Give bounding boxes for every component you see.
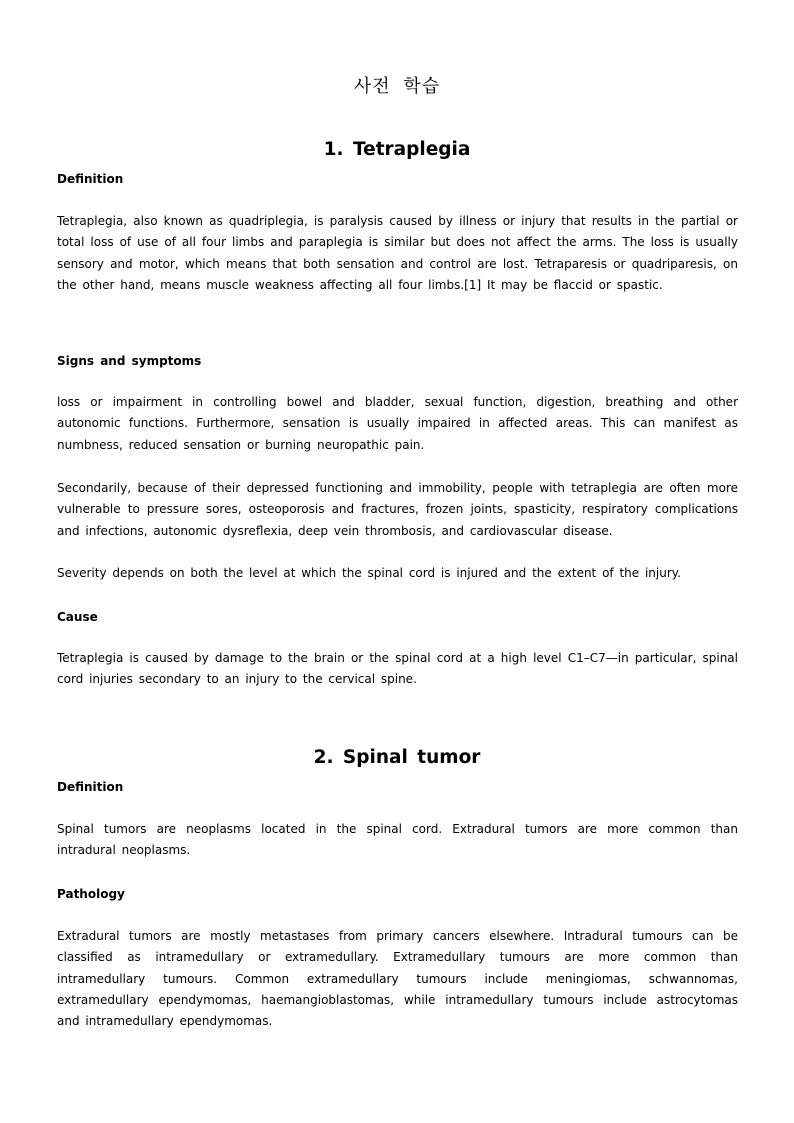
cause-heading: Cause	[57, 610, 98, 624]
signs-paragraph-2: Secondarily, because of their depressed functioning and immobility, people with tetraplegia are often more vulnerable to pressure sores, osteoporosis and fractures, frozen joints, spasticity, respiratory complications and infections, autonomic dysreflexia, deep vein thrombosis, and cardiovascular disease.	[57, 481, 738, 538]
definition-paragraph-spinal-tumor: Spinal tumors are neoplasms located in the spinal cord. Extradural tumors are more common than intradural neoplasms.	[57, 822, 738, 858]
definition-heading-tetraplegia: Definition	[57, 172, 124, 186]
signs-heading: Signs and symptoms	[57, 354, 202, 368]
section-title-tetraplegia: 1. Tetraplegia	[323, 139, 471, 160]
pathology-paragraph: Extradural tumors are mostly metastases from primary cancers elsewhere. Intradural tumours can be classified as intramedullary or extramedullary. Extramedullary tumours are more common than intramedullary tumours. Common extramedullary tumours include meningiomas, schwannomas, extramedullary ependymomas, haemangioblastomas, while intramedullary tumours include astrocytomas and intramedullary ependymomas.	[57, 929, 738, 1029]
pathology-heading: Pathology	[57, 887, 125, 901]
section-title-spinal-tumor: 2. Spinal tumor	[313, 747, 481, 768]
signs-paragraph-3: Severity depends on both the level at which the spinal cord is injured and the extent of the injury.	[57, 566, 681, 580]
definition-paragraph-tetraplegia: Tetraplegia, also known as quadriplegia, is paralysis caused by illness or injury that results in the partial or total loss of use of all four limbs and paraplegia is similar but does not affect the arms. The loss is usually sensory and motor, which means that both sensation and control are lost. Tetraparesis or quadriparesis, on the other hand, means muscle weakness affecting all four limbs.[1] It may be flaccid or spastic.	[57, 214, 738, 292]
signs-paragraph-1: loss or impairment in controlling bowel and bladder, sexual function, digestion, breathing and other autonomic functions. Furthermore, sensation is usually impaired in affected areas. This can manifest as numbness, reduced sensation or burning neuropathic pain.	[57, 395, 738, 452]
cause-paragraph: Tetraplegia is caused by damage to the brain or the spinal cord at a high level C1–C7—in particular, spinal cord injuries secondary to an injury to the cervical spine.	[57, 651, 738, 687]
definition-heading-spinal-tumor: Definition	[57, 780, 124, 794]
document-title: 사전 학습	[353, 76, 441, 97]
